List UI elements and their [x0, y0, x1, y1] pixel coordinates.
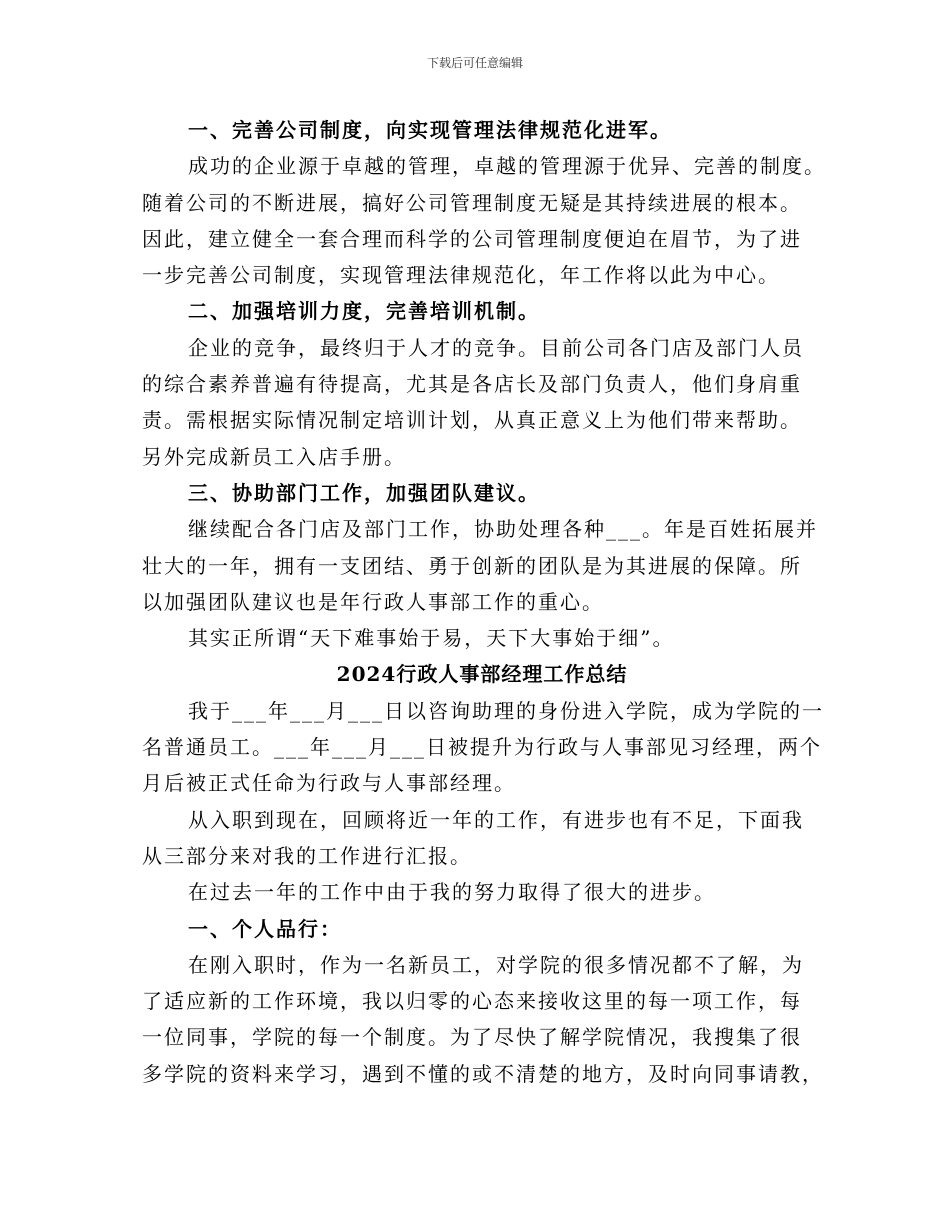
paragraph-line: 一位同事，学院的每一个制度。为了尽快了解学院情况，我搜集了很 [142, 1025, 802, 1050]
paragraph-line: 另外完成新员工入店手册。 [142, 444, 406, 469]
paragraph-line: 因此，建立健全一套合理而科学的公司管理制度便迫在眉节，为了进 [142, 226, 802, 251]
paragraph-line: 随着公司的不断进展，搞好公司管理制度无疑是其持续进展的根本。 [142, 190, 802, 215]
paragraph-line: 其实正所谓“天下难事始于易，天下大事始于细”。 [188, 626, 675, 651]
paragraph-line: 成功的企业源于卓越的管理，卓越的管理源于优异、完善的制度。 [188, 154, 826, 179]
page-header: 下载后可任意编辑 [426, 56, 523, 70]
paragraph-line: 多学院的资料来学习，遇到不懂的或不清楚的地方，及时向同事请教， [142, 1061, 824, 1086]
paragraph-line: 责。需根据实际情况制定培训计划，从真正意义上为他们带来帮助。 [142, 408, 802, 433]
section-heading: 一、完善公司制度，向实现管理法律规范化进军。 [188, 118, 672, 142]
paragraph-line: 以加强团队建议也是年行政人事部工作的重心。 [142, 589, 604, 614]
document-body [142, 112, 826, 1092]
paragraph-line: 名普通员工。___年___月___日被提升为行政与人事部见习经理，两个 [142, 735, 822, 760]
paragraph-line: 了适应新的工作环境，我以归零的心态来接收这里的每一项工作，每 [142, 989, 802, 1014]
paragraph-line: 壮大的一年，拥有一支团结、勇于创新的团队是为其进展的保障。所 [142, 553, 802, 578]
paragraph-line: 在过去一年的工作中由于我的努力取得了很大的进步。 [188, 880, 716, 905]
paragraph-line: 企业的竞争，最终归于人才的竞争。目前公司各门店及部门人员 [188, 335, 804, 360]
section-heading: 三、协助部门工作，加强团队建议。 [188, 480, 540, 505]
document-title: 2024行政人事部经理工作总结 [336, 662, 628, 687]
section-heading: 二、加强培训力度，完善培训机制。 [188, 299, 540, 324]
paragraph-line: 一步完善公司制度，实现管理法律规范化，年工作将以此为中心。 [142, 263, 780, 288]
paragraph-line: 从入职到现在，回顾将近一年的工作，有进步也有不足，下面我 [188, 807, 804, 832]
paragraph-line: 的综合素养普遍有待提高，尤其是各店长及部门负责人，他们身肩重 [142, 372, 802, 397]
paragraph-line: 月后被正式任命为行政与人事部经理。 [142, 771, 516, 796]
paragraph-line: 我于___年___月___日以咨询助理的身份进入学院，成为学院的一 [188, 698, 824, 723]
section-heading: 一、个人品行： [188, 916, 342, 941]
paragraph-line: 在刚入职时，作为一名新员工，对学院的很多情况都不了解，为 [188, 952, 804, 977]
paragraph-line: 继续配合各门店及部门工作，协助处理各种___。年是百姓拓展并 [188, 517, 818, 542]
paragraph-line: 从三部分来对我的工作进行汇报。 [142, 843, 472, 868]
